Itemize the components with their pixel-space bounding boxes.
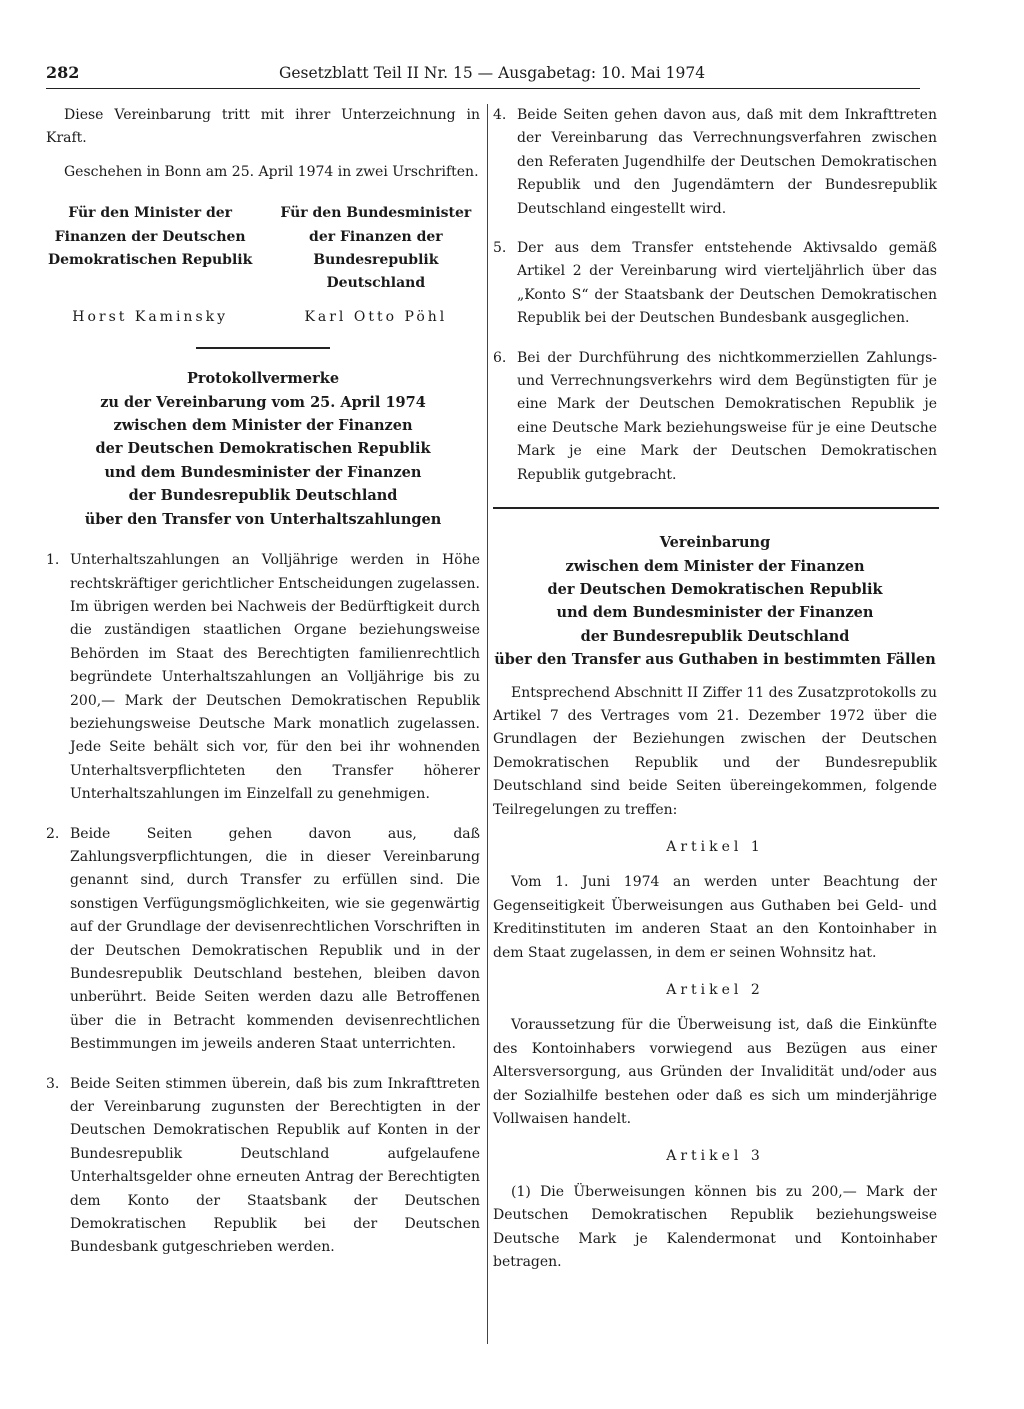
protocol-title-line: zu der Vereinbarung vom 25. April 1974 [100,393,426,411]
signature-left-heading: Für den Minister der Finanzen der Deutschen Demokratischen Republik [48,205,253,269]
article-text: Vom 1. Juni 1974 an werden unter Beachtung der Gegenseitigkeit Überweisungen aus Guthaben bei Geld- und Kreditinstituten im anderen Staat an den Kontoinhaber in dem Staat zugelassen, in dem er seinen Wohnsitz hat. [493,874,937,961]
section-divider [196,347,330,349]
protocol-title-line: der Bundesrepublik Deutschland [128,487,398,505]
signatory-left-name: Horst Kaminsky [72,308,229,325]
running-title: Gesetzblatt Teil II Nr. 15 — Ausgabetag: 10. Mai 1974 [279,64,706,82]
preamble: Entsprechend Abschnitt II Ziffer 11 des Zusatzprotokolls zu Artikel 7 des Vertrages vom 21. Dezember 1972 über die Grundlagen der Beziehungen zwischen der Deutschen Demokratischen Republik und der Bundesrepublik Deutschland sind beide Seiten übereingekommen, folgende Teilregelungen zu treffen: [493,684,937,818]
item-number: 6. [493,349,507,366]
article-text: (1) Die Überweisungen können bis zu 200,— Mark der Deutschen Demokratischen Republik beziehungsweise Deutsche Mark je Kalendermonat und Kontoinhaber betragen. [493,1183,937,1271]
item-text: Bei der Durchführung des nichtkommerziellen Zahlungs- und Verrechnungsverkehrs wird dem Begünstigten für je eine Mark der Deutschen Demokratischen Republik je eine Deutsche Mark beziehungsweise für je eine Deutsche Mark je eine Mark der Deutschen Demokratischen Republik gutgebracht. [517,349,937,483]
right-column [493,104,937,1274]
agreement-title-line: und dem Bundesminister der Finanzen [556,604,874,622]
item-text: Beide Seiten stimmen überein, daß bis zum Inkrafttreten der Vereinbarung zugunsten der Berechtigten in der Deutschen Demokratischen Republik auf Konten in der Bundesrepublik Deutschland aufgelaufene Unterhaltsgelder ohne erneuten Antrag der Berechtigten dem Konto der Staatsbank der Deutschen Demokratischen Republik bei der Deutschen Bundesbank gutgeschrieben werden. [70,1075,480,1256]
item-number: 3. [46,1075,60,1092]
protocol-title-line: über den Transfer von Unterhaltszahlungen [84,510,442,528]
signature-block [46,202,480,296]
left-column [46,104,480,1276]
page-header [46,62,920,89]
page-number: 282 [46,63,80,82]
numbered-item [493,104,937,221]
numbered-item [46,823,480,1057]
agreement-title-line: Vereinbarung [659,534,771,552]
article-text: Voraussetzung für die Überweisung ist, daß die Einkünfte des Kontoinhabers vorwiegend aus Bezügen aus einer Altersversorgung, aus Gründen der Invalidität und/oder aus der Sozialhilfe bestehen oder daß es sich um minderjährige Vollwaisen handelt. [493,1017,937,1128]
protocol-items [46,549,480,1260]
place-date-paragraph: Geschehen in Bonn am 25. April 1974 in zwei Urschriften. [64,163,479,180]
signatory-names [46,306,480,329]
article-heading: Artikel 3 [666,1148,764,1165]
numbered-item [46,549,480,806]
numbered-item [46,1073,480,1260]
closing-paragraph: Diese Vereinbarung tritt mit ihrer Unterzeichnung in Kraft. [46,107,480,147]
item-text: Unterhaltszahlungen an Volljährige werden in Höhe rechtskräftiger gerichtlicher Entscheidungen zugelassen. Im übrigen werden bei Nachweis der Bedürftigkeit durch die zuständigen staatlichen Organe beziehungsweise Behörden im Staat des Berechtigten familienrechtlich begründete Unterhaltszahlungen an Volljährige bis zu 200,— Mark der Deutschen Demokratischen Republik beziehungsweise Deutsche Mark monatlich zugelassen. Jede Seite behält sich vor, für den bei ihr wohnenden Unterhaltsverpflichteten den Transfer höherer Unterhaltszahlungen im Einzelfall zu genehmigen. [70,552,480,803]
protocol-title-line: zwischen dem Minister der Finanzen [113,417,413,435]
agreement-title-line: der Deutschen Demokratischen Republik [547,580,883,598]
protocol-items-continued [493,104,937,487]
column-divider [487,104,488,1344]
protocol-title-line: der Deutschen Demokratischen Republik [95,440,431,458]
article-heading: Artikel 1 [666,838,764,855]
agreement-title [493,531,937,671]
signatory-right-name: Karl Otto Pöhl [304,308,448,325]
item-text: Beide Seiten gehen davon aus, daß Zahlungsverpflichtungen, die in dieser Vereinbarung genannt sind, durch Transfer zu erfüllen sind. Die sonstigen Verfügungsmöglichkeiten, wie sie gegenwärtig auf der Grundlage der devisenrechtlichen Vorschriften in der Deutschen Demokratischen Republik und in der Bundesrepublik Deutschland bestehen, bleiben davon unberührt. Beide Seiten werden dazu alle Betroffenen über die in Betracht kommenden devisenrechtlichen Bestimmungen im jeweils anderen Staat unterrichten. [70,825,480,1053]
signature-right-heading: Für den Bundesminister der Finanzen der Bundesrepublik Deutschland [280,205,472,292]
agreement-title-line: über den Transfer aus Guthaben in bestimmten Fällen [494,651,936,669]
item-number: 5. [493,240,507,257]
agreement-title-line: zwischen dem Minister der Finanzen [565,557,865,575]
item-number: 1. [46,552,60,569]
item-number: 4. [493,107,507,123]
protocol-title-line: Protokollvermerke [186,370,340,388]
numbered-item [493,237,937,331]
article-heading: Artikel 2 [666,982,764,998]
section-divider [493,507,939,509]
item-text: Beide Seiten gehen davon aus, daß mit dem Inkrafttreten der Vereinbarung das Verrechnungsverfahren zwischen den Referaten Jugendhilfe der Deutschen Demokratischen Republik und den Jugendämtern der Bundesrepublik Deutschland eingestellt wird. [517,107,937,217]
item-text: Der aus dem Transfer entstehende Aktivsaldo gemäß Artikel 2 der Vereinbarung wird vierteljährlich über das „Konto S“ der Staatsbank der Deutschen Demokratischen Republik bei der Deutschen Bundesbank ausgeglichen. [517,240,937,327]
agreement-title-line: der Bundesrepublik Deutschland [580,627,850,645]
protocol-title [46,367,480,531]
numbered-item [493,347,937,487]
protocol-title-line: und dem Bundesminister der Finanzen [104,463,422,481]
item-number: 2. [46,825,60,842]
